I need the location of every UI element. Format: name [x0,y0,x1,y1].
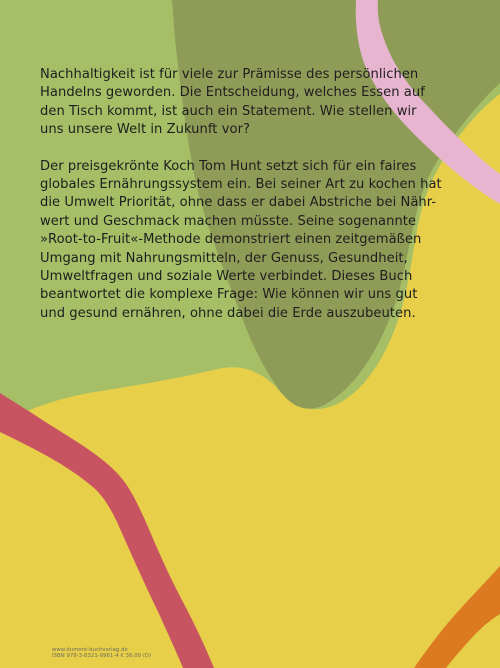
description-paragraph [40,158,472,324]
back-cover-text [40,66,472,323]
publisher-url: www.dumont-buchverlag.de [52,647,128,653]
description-line: Umgang mit Nahrungsmitteln, der Genuss, Gesundheit, [40,250,408,266]
description-line: wert und Geschmack machen müsste. Seine sogenannte [40,213,417,229]
intro-paragraph [40,66,472,140]
intro-line: den Tisch kommt, ist auch ein Statement. Wie stellen wir [40,103,417,119]
description-line: beantwortet die komplexe Frage: Wie können wir uns gut [40,287,418,303]
intro-line: Nachhaltigkeit ist für viele zur Prämisse des persönlichen [40,67,419,82]
description-line: Umweltfragen und soziale Werte verbindet. Dieses Buch [40,269,413,285]
description-line: Der preisgekrönte Koch Tom Hunt setzt sich für ein faires [40,158,417,174]
publisher-imprint [52,647,151,659]
intro-line: Handelns geworden. Die Entscheidung, welches Essen auf [40,85,425,101]
isbn-price: ISBN 978-3-8321-9961-4 € 36,00 (D) [52,653,152,660]
red-stripe [0,393,214,668]
description-line: und gesund ernähren, ohne dabei die Erde auszubeuten. [40,305,416,321]
description-line: »Root-to-Fruit«-Methode demonstriert einen zeitgemäßen [40,232,422,248]
orange-stripe [414,566,500,668]
intro-line: uns unsere Welt in Zukunft vor? [40,122,251,138]
description-line: die Umwelt Priorität, ohne dass er dabei Abstriche bei Nähr- [40,195,437,211]
description-line: globales Ernährungssystem ein. Bei seiner Art zu kochen hat [40,177,442,193]
